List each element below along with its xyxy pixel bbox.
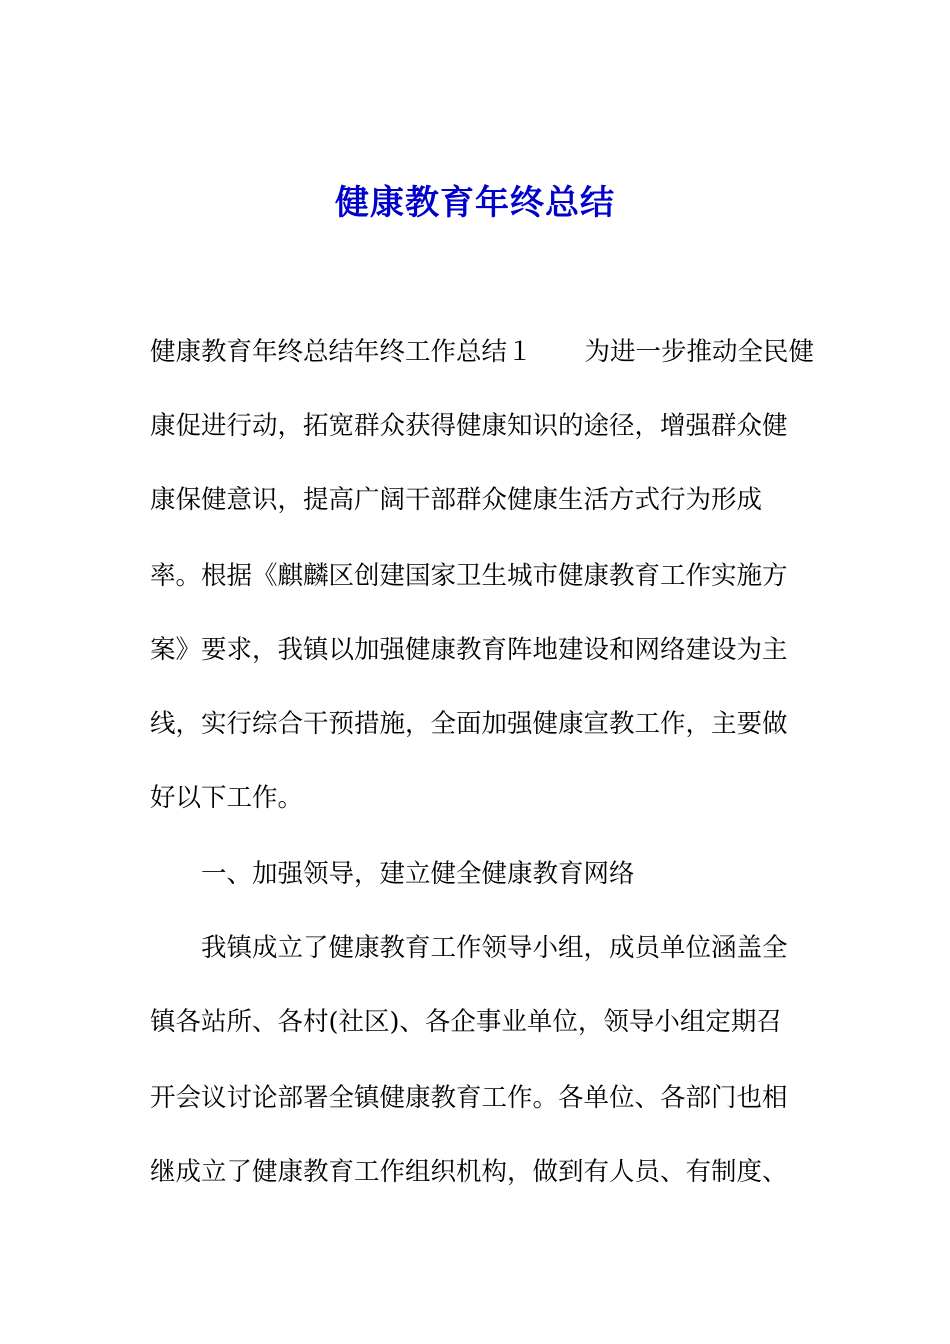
intro-line xyxy=(150,332,814,372)
paragraph-line: 继成立了健康教育工作组织机构，做到有人员、有制度、 xyxy=(150,1157,788,1187)
section-heading: 一、加强领导，建立健全健康教育网络 xyxy=(201,859,635,889)
paragraph-line: 好以下工作。 xyxy=(150,783,304,813)
intro-line-1: 为进一步推动全民健 xyxy=(584,337,815,367)
paragraph-line: 康促进行动，拓宽群众获得健康知识的途径，增强群众健 xyxy=(150,411,788,441)
paragraph-line: 线，实行综合干预措施，全面加强健康宣教工作，主要做 xyxy=(150,709,788,739)
intro-lead: 健康教育年终总结年终工作总结１ xyxy=(150,337,533,367)
paragraph-line: 镇各站所、各村(社区)、各企事业单位，领导小组定期召 xyxy=(150,1007,782,1037)
paragraph-line: 开会议讨论部署全镇健康教育工作。各单位、各部门也相 xyxy=(150,1083,788,1113)
document-title: 健康教育年终总结 xyxy=(335,183,615,223)
paragraph-line: 康保健意识，提高广阔干部群众健康生活方式行为形成 xyxy=(150,485,763,515)
paragraph-line: 率。根据《麒麟区创建国家卫生城市健康教育工作实施方 xyxy=(150,561,788,591)
paragraph-line: 我镇成立了健康教育工作领导小组，成员单位涵盖全 xyxy=(201,933,788,963)
paragraph-line: 案》要求，我镇以加强健康教育阵地建设和网络建设为主 xyxy=(150,635,788,665)
